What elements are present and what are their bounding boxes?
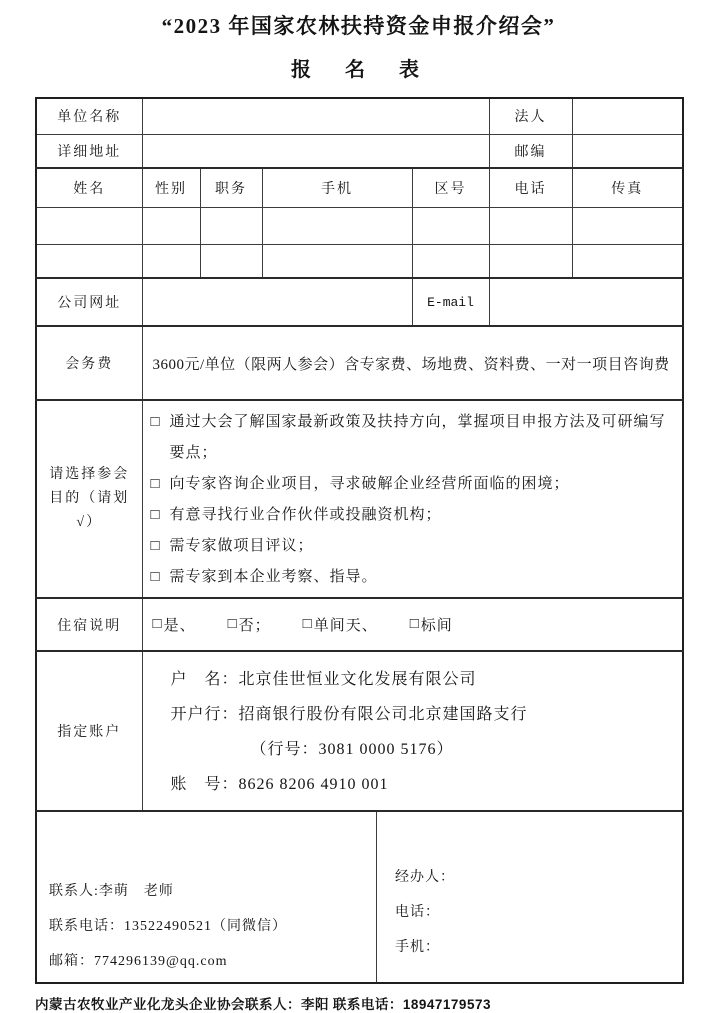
- attendee-cell[interactable]: [412, 207, 489, 244]
- checkbox-icon[interactable]: □: [409, 616, 420, 632]
- footer-phone: 18947179573: [402, 997, 491, 1012]
- lodging-option: □ 否；: [227, 616, 271, 634]
- purpose-option: □ 通过大会了解国家最新政策及扶持方向，掌握项目申报方法及可研编写要点；: [151, 407, 677, 469]
- legal-person-label: 法人: [489, 98, 572, 134]
- account-details: [142, 651, 683, 811]
- fee-label: 会务费: [36, 326, 142, 400]
- lodging-label: 住宿说明: [36, 598, 142, 651]
- purpose-option: □ 需专家做项目评议；: [151, 531, 677, 562]
- contact-phone: 联系电话：13522490521（同微信）: [49, 919, 287, 934]
- handler-phone-label[interactable]: 电话：: [395, 905, 440, 920]
- col-header-position: 职务: [200, 168, 262, 207]
- purpose-option: □ 有意寻找行业合作伙伴或投融资机构；: [151, 500, 677, 531]
- attendee-cell[interactable]: [572, 207, 683, 244]
- checkbox-icon[interactable]: □: [152, 616, 163, 632]
- col-header-phone: 电话: [489, 168, 572, 207]
- account-bank: 开户行：招商银行股份有限公司北京建国路支行: [170, 706, 528, 723]
- account-number: 账 号：8626 8206 4910 001: [170, 776, 389, 793]
- purpose-label: 请选择参会 目的（请划 √）: [36, 400, 142, 598]
- checkbox-icon[interactable]: □: [150, 507, 160, 523]
- footer-text: 内蒙古农牧业产业化龙头企业协会联系人：李阳 联系电话：: [35, 997, 403, 1012]
- contact-person: 联系人:李萌 老师: [49, 884, 174, 899]
- contact-email: 邮箱：774296139@qq.com: [49, 954, 228, 969]
- attendee-cell[interactable]: [572, 244, 683, 278]
- website-label: 公司网址: [36, 278, 142, 326]
- website-input[interactable]: [142, 278, 412, 326]
- attendee-cell[interactable]: [36, 207, 142, 244]
- account-holder: 户 名：北京佳世恒业文化发展有限公司: [170, 671, 477, 688]
- unit-name-label: 单位名称: [36, 98, 142, 134]
- attendee-row: [36, 207, 683, 244]
- col-header-name: 姓名: [36, 168, 142, 207]
- col-header-fax: 传真: [572, 168, 683, 207]
- account-bank-number: （行号：3081 0000 5176）: [250, 741, 454, 758]
- attendee-cell[interactable]: [200, 207, 262, 244]
- col-header-mobile: 手机: [262, 168, 412, 207]
- attendee-cell[interactable]: [200, 244, 262, 278]
- checkbox-icon[interactable]: □: [150, 476, 160, 492]
- lodging-option: □ 是、: [152, 616, 196, 634]
- purpose-option: □ 向专家咨询企业项目，寻求破解企业经营所面临的困境；: [151, 469, 677, 500]
- checkbox-icon[interactable]: □: [227, 616, 238, 632]
- form-subtitle: 报 名 表: [291, 59, 426, 81]
- handler-mobile-label[interactable]: 手机：: [395, 940, 440, 955]
- purpose-option: □ 需专家到本企业考察、指导。: [151, 562, 677, 593]
- fee-text: 3600元/单位（限两人参会）含专家费、场地费、资料费、一对一项目咨询费: [142, 326, 683, 400]
- col-header-areacode: 区号: [412, 168, 489, 207]
- checkbox-icon[interactable]: □: [150, 414, 160, 430]
- contact-section: [36, 811, 683, 983]
- email-input[interactable]: [489, 278, 683, 326]
- postcode-label: 邮编: [489, 134, 572, 168]
- handler-label[interactable]: 经办人：: [395, 870, 455, 885]
- checkbox-icon[interactable]: □: [150, 569, 160, 585]
- checkbox-icon[interactable]: □: [150, 538, 160, 554]
- address-input[interactable]: [142, 134, 489, 168]
- organizer-contact: [37, 812, 377, 982]
- account-label: 指定账户: [36, 651, 142, 811]
- attendee-cell[interactable]: [142, 207, 200, 244]
- lodging-option: □ 单间天、: [302, 616, 378, 634]
- purpose-options: [142, 400, 683, 598]
- handler-fields: [377, 812, 682, 982]
- postcode-input[interactable]: [572, 134, 683, 168]
- footer-note: [35, 993, 717, 1013]
- email-label: E-mail: [412, 278, 489, 326]
- attendee-cell[interactable]: [262, 207, 412, 244]
- attendee-row: [36, 244, 683, 278]
- unit-name-input[interactable]: [142, 98, 489, 134]
- attendee-cell[interactable]: [36, 244, 142, 278]
- attendee-cell[interactable]: [142, 244, 200, 278]
- lodging-options: [142, 598, 683, 651]
- col-header-gender: 性别: [142, 168, 200, 207]
- registration-table: [35, 97, 684, 984]
- legal-person-input[interactable]: [572, 98, 683, 134]
- page-title: “2023 年国家农林扶持资金申报介绍会”: [161, 14, 556, 38]
- lodging-option: □ 标间: [409, 616, 453, 634]
- attendee-cell[interactable]: [262, 244, 412, 278]
- attendee-cell[interactable]: [489, 207, 572, 244]
- attendee-cell[interactable]: [489, 244, 572, 278]
- attendee-cell[interactable]: [412, 244, 489, 278]
- address-label: 详细地址: [36, 134, 142, 168]
- checkbox-icon[interactable]: □: [302, 616, 313, 632]
